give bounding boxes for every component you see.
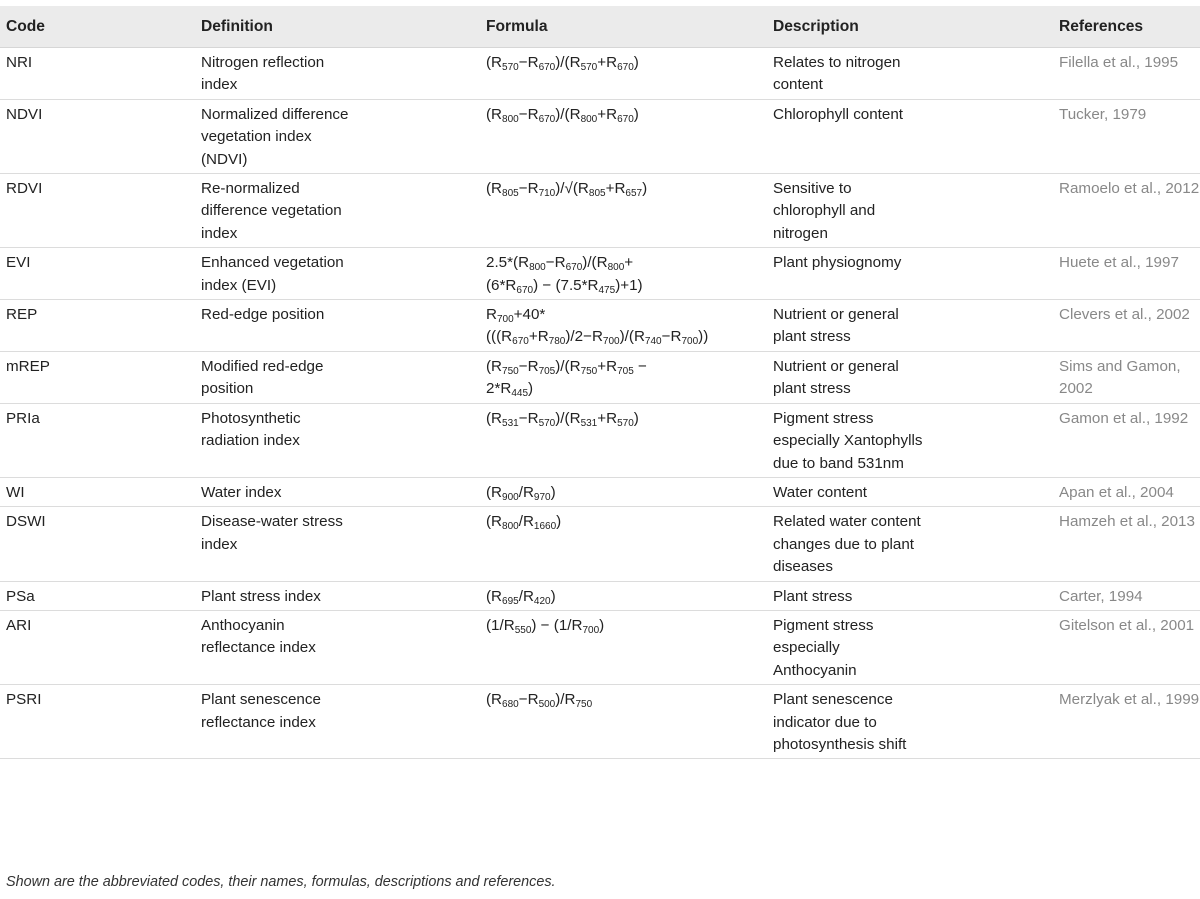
cell-reference: Apan et al., 2004 (1053, 477, 1200, 506)
table-row (0, 99, 1200, 173)
cell-reference: Clevers et al., 2002 (1053, 300, 1200, 352)
table-header-row (0, 6, 1200, 48)
table-footnote: Shown are the abbreviated codes, their names, formulas, descriptions and references. (6, 874, 556, 890)
header-formula: Formula (480, 6, 767, 48)
table-row (0, 477, 1200, 506)
cell-code: ARI (0, 610, 195, 684)
cell-code: PSRI (0, 685, 195, 759)
cell-description: Plant senescence indicator due to photosynthesis shift (767, 685, 1053, 759)
cell-code: DSWI (0, 507, 195, 581)
cell-description: Pigment stress especially Anthocyanin (767, 610, 1053, 684)
cell-code: PRIa (0, 403, 195, 477)
cell-definition: Red-edge position (195, 300, 480, 352)
cell-definition: Water index (195, 477, 480, 506)
header-code: Code (0, 6, 195, 48)
table-row (0, 351, 1200, 403)
cell-reference: Tucker, 1979 (1053, 99, 1200, 173)
cell-formula: $(R_{695}/R_{420})$ (480, 581, 767, 610)
cell-definition: Plant senescence reflectance index (195, 685, 480, 759)
table-row (0, 248, 1200, 300)
table-row (0, 48, 1200, 100)
cell-formula: $(R_{800}/R_{1660})$ (480, 507, 767, 581)
header-description: Description (767, 6, 1053, 48)
cell-definition: Plant stress index (195, 581, 480, 610)
cell-code: RDVI (0, 174, 195, 248)
cell-reference: Filella et al., 1995 (1053, 48, 1200, 100)
cell-description: Sensitive to chlorophyll and nitrogen (767, 174, 1053, 248)
cell-code: NRI (0, 48, 195, 100)
table-row (0, 403, 1200, 477)
cell-definition: Photosynthetic radiation index (195, 403, 480, 477)
table-row (0, 685, 1200, 759)
cell-reference: Ramoelo et al., 2012 (1053, 174, 1200, 248)
cell-definition: Enhanced vegetation index (EVI) (195, 248, 480, 300)
cell-definition: Nitrogen reflection index (195, 48, 480, 100)
table-row (0, 610, 1200, 684)
cell-definition: Modified red-edge position (195, 351, 480, 403)
cell-reference: Merzlyak et al., 1999 (1053, 685, 1200, 759)
cell-formula: $(R_{800}-R_{670})/(R_{800}+R_{670})$ (480, 99, 767, 173)
cell-reference: Huete et al., 1997 (1053, 248, 1200, 300)
cell-definition: Normalized difference vegetation index (NDVI) (195, 99, 480, 173)
cell-description: Pigment stress especially Xantophylls due to band 531nm (767, 403, 1053, 477)
cell-formula: $(R_{805}-R_{710})/√(R_{805}+R_{657})$ (480, 174, 767, 248)
cell-definition: Re-normalized difference vegetation index (195, 174, 480, 248)
cell-description: Nutrient or general plant stress (767, 300, 1053, 352)
cell-code: EVI (0, 248, 195, 300)
table-row (0, 174, 1200, 248)
cell-description: Chlorophyll content (767, 99, 1053, 173)
cell-reference: Sims and Gamon, 2002 (1053, 351, 1200, 403)
cell-definition: Anthocyanin reflectance index (195, 610, 480, 684)
table-row (0, 300, 1200, 352)
cell-code: NDVI (0, 99, 195, 173)
cell-description: Plant stress (767, 581, 1053, 610)
cell-description: Water content (767, 477, 1053, 506)
header-references: References (1053, 6, 1200, 48)
cell-reference: Hamzeh et al., 2013 (1053, 507, 1200, 581)
cell-reference: Carter, 1994 (1053, 581, 1200, 610)
cell-description: Related water content changes due to plant diseases (767, 507, 1053, 581)
cell-code: mREP (0, 351, 195, 403)
cell-formula: $(R_{570}-R_{670})/(R_{570}+R_{670})$ (480, 48, 767, 100)
cell-description: Relates to nitrogen content (767, 48, 1053, 100)
cell-formula: $(R_{900}/R_{970})$ (480, 477, 767, 506)
cell-reference: Gamon et al., 1992 (1053, 403, 1200, 477)
cell-formula: $2.5*(R_{800}-R_{670})/(R_{800}+(6*R_{670}) - (7.5*R_{475})+1)$ (480, 248, 767, 300)
spectral-indices-table (0, 6, 1200, 759)
cell-reference: Gitelson et al., 2001 (1053, 610, 1200, 684)
cell-formula: $(R_{531}-R_{570})/(R_{531}+R_{570})$ (480, 403, 767, 477)
cell-description: Nutrient or general plant stress (767, 351, 1053, 403)
cell-formula: $(R_{680}-R_{500})/R_{750}$ (480, 685, 767, 759)
cell-description: Plant physiognomy (767, 248, 1053, 300)
cell-code: PSa (0, 581, 195, 610)
cell-code: WI (0, 477, 195, 506)
table-row (0, 507, 1200, 581)
cell-formula: $(R_{750}-R_{705})/(R_{750}+R_{705} - 2*R_{445})$ (480, 351, 767, 403)
table-row (0, 581, 1200, 610)
header-definition: Definition (195, 6, 480, 48)
cell-formula: $(1/R_{550}) - (1/R_{700})$ (480, 610, 767, 684)
cell-code: REP (0, 300, 195, 352)
cell-definition: Disease-water stress index (195, 507, 480, 581)
cell-formula: $R_{700}+40*(((R_{670}+R_{780})/2-R_{700})/(R_{740}-R_{700}))$ (480, 300, 767, 352)
